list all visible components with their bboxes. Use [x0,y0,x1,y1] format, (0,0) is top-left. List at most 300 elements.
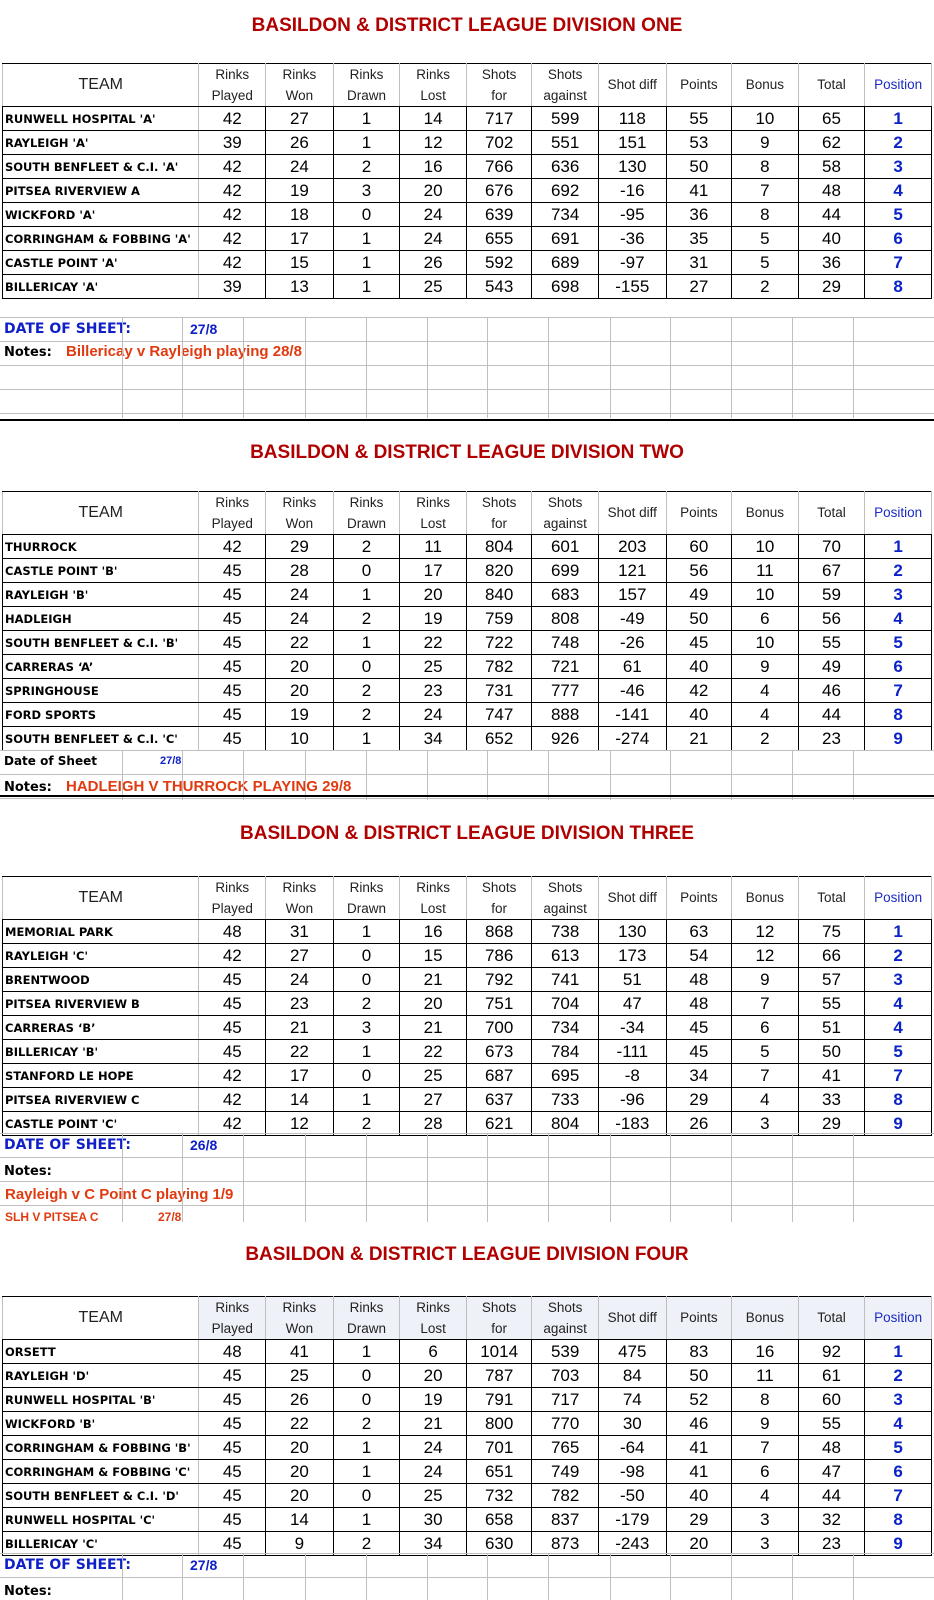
sheet-gridline [122,1133,123,1222]
sheet-gridline [182,750,183,800]
rinks-played-header-top: Rinks [199,1297,266,1319]
rinks-won-cell: 41 [266,1340,334,1364]
rinks-lost-cell: 22 [400,631,467,655]
rinks-drawn-cell: 3 [333,1016,400,1040]
sheet-gridline [792,1133,793,1222]
total-cell: 46 [798,679,865,703]
rinks-lost-header-bottom: Lost [400,513,467,535]
sheet-gridline [487,1133,488,1222]
rinks-won-header-bottom: Won [266,898,334,920]
shots-against-cell: 721 [532,655,599,679]
rinks-lost-cell: 24 [400,203,467,227]
rinks-won-cell: 19 [266,179,334,203]
bonus-cell: 6 [732,1460,799,1484]
table-row [3,203,932,227]
rinks-played-header-top: Rinks [199,492,266,514]
position-header: Position [865,492,932,535]
sheet-gridline [0,1577,934,1578]
shots-against-cell: 770 [532,1412,599,1436]
total-cell: 59 [798,583,865,607]
rinks-lost-cell: 16 [400,155,467,179]
shot-diff-cell: 51 [598,968,666,992]
rinks-played-cell: 45 [199,1412,266,1436]
team-name: RAYLEIGH 'C' [3,944,199,968]
rinks-lost-cell: 19 [400,607,467,631]
shot-diff-cell: 121 [598,559,666,583]
rinks-played-cell: 45 [199,1016,266,1040]
points-cell: 54 [666,944,731,968]
table-row [3,179,932,203]
total-cell: 44 [798,703,865,727]
table-row [3,1364,932,1388]
rinks-won-cell: 12 [266,1112,334,1136]
rinks-played-cell: 42 [199,535,266,559]
total-cell: 65 [798,107,865,131]
shot-diff-cell: -95 [598,203,666,227]
shots-for-cell: 687 [466,1064,531,1088]
position-cell: 2 [865,1364,932,1388]
rinks-won-header-bottom: Won [266,1318,334,1340]
team-name: WICKFORD 'B' [3,1412,199,1436]
points-cell: 41 [666,179,731,203]
table-row [3,1508,932,1532]
rinks-won-cell: 19 [266,703,334,727]
shots-for-cell: 731 [466,679,531,703]
rinks-drawn-cell: 1 [333,631,400,655]
shots-for-cell: 840 [466,583,531,607]
team-name: CORRINGHAM & FOBBING 'B' [3,1436,199,1460]
total-cell: 44 [798,1484,865,1508]
rinks-won-header-bottom: Won [266,513,334,535]
table-row [3,1112,932,1136]
sheet-gridline [853,750,854,800]
bonus-cell: 6 [732,607,799,631]
rinks-played-cell: 45 [199,992,266,1016]
sheet-gridline [427,1553,428,1600]
rinks-drawn-header-bottom: Drawn [333,85,400,107]
rinks-lost-cell: 22 [400,1040,467,1064]
rinks-lost-cell: 24 [400,227,467,251]
points-cell: 45 [666,1040,731,1064]
team-header: TEAM [3,877,199,920]
sheet-gridline [182,1553,183,1600]
shot-diff-cell: -26 [598,631,666,655]
rinks-drawn-cell: 0 [333,1064,400,1088]
team-name: SPRINGHOUSE [3,679,199,703]
rinks-won-cell: 13 [266,275,334,299]
shot-diff-cell: 84 [598,1364,666,1388]
section-divider [0,419,934,421]
rinks-won-cell: 14 [266,1088,334,1112]
sheet-gridline [670,317,671,418]
table-row [3,1484,932,1508]
total-cell: 55 [798,1412,865,1436]
position-cell: 9 [865,1532,932,1556]
date-of-sheet-value: 26/8 [190,1137,218,1153]
sheet-gridline [427,317,428,418]
shots-against-header-top: Shots [532,492,599,514]
shots-against-cell: 703 [532,1364,599,1388]
points-cell: 21 [666,727,731,751]
rinks-played-cell: 42 [199,1064,266,1088]
bonus-cell: 8 [732,203,799,227]
bonus-header: Bonus [732,1297,799,1340]
team-name: WICKFORD 'A' [3,203,199,227]
points-cell: 41 [666,1436,731,1460]
shots-against-header-top: Shots [532,877,599,899]
sheet-gridline [548,1553,549,1600]
shot-diff-cell: 118 [598,107,666,131]
rinks-won-cell: 21 [266,1016,334,1040]
rinks-lost-cell: 25 [400,275,467,299]
position-cell: 2 [865,559,932,583]
team-name: FORD SPORTS [3,703,199,727]
rinks-lost-cell: 23 [400,679,467,703]
team-name: BILLERICAY 'A' [3,275,199,299]
bonus-cell: 9 [732,131,799,155]
team-name: SOUTH BENFLEET & C.I. 'C' [3,727,199,751]
shots-against-cell: 741 [532,968,599,992]
shots-against-cell: 749 [532,1460,599,1484]
shots-for-cell: 782 [466,655,531,679]
position-cell: 7 [865,679,932,703]
shots-against-cell: 599 [532,107,599,131]
rinks-played-cell: 45 [199,583,266,607]
bonus-cell: 4 [732,703,799,727]
table-row [3,1460,932,1484]
points-header: Points [666,877,731,920]
total-cell: 60 [798,1388,865,1412]
table-row [3,679,932,703]
shot-diff-cell: 157 [598,583,666,607]
rinks-drawn-cell: 1 [333,107,400,131]
table-row [3,583,932,607]
rinks-lost-cell: 20 [400,583,467,607]
position-cell: 4 [865,1016,932,1040]
shots-against-cell: 808 [532,607,599,631]
sheet-gridline [731,317,732,418]
table-row [3,655,932,679]
bonus-cell: 10 [732,583,799,607]
team-name: ORSETT [3,1340,199,1364]
team-name: CORRINGHAM & FOBBING 'C' [3,1460,199,1484]
position-cell: 5 [865,1040,932,1064]
table-row [3,944,932,968]
standings-table [2,1296,932,1556]
points-cell: 27 [666,275,731,299]
rinks-played-cell: 45 [199,607,266,631]
shots-for-cell: 747 [466,703,531,727]
rinks-drawn-cell: 2 [333,1412,400,1436]
team-name: CARRERAS ‘B’ [3,1016,199,1040]
table-row [3,727,932,751]
shots-for-cell: 673 [466,1040,531,1064]
points-cell: 29 [666,1088,731,1112]
points-cell: 46 [666,1412,731,1436]
position-cell: 1 [865,535,932,559]
rinks-won-cell: 25 [266,1364,334,1388]
rinks-played-cell: 45 [199,1484,266,1508]
bonus-header: Bonus [732,64,799,107]
sheet-gridline [487,317,488,418]
total-cell: 23 [798,1532,865,1556]
position-cell: 9 [865,727,932,751]
bonus-cell: 16 [732,1340,799,1364]
sheet-gridline [792,317,793,418]
rinks-played-cell: 45 [199,727,266,751]
shots-for-cell: 759 [466,607,531,631]
bonus-cell: 4 [732,679,799,703]
shot-diff-cell: -50 [598,1484,666,1508]
rinks-won-cell: 24 [266,583,334,607]
sheet-gridline [366,1553,367,1600]
shot-diff-cell: -155 [598,275,666,299]
bonus-cell: 10 [732,631,799,655]
shot-diff-cell: 151 [598,131,666,155]
position-header: Position [865,64,932,107]
total-cell: 44 [798,203,865,227]
rinks-drawn-header-top: Rinks [333,1297,400,1319]
bonus-cell: 9 [732,1412,799,1436]
rinks-lost-cell: 21 [400,1016,467,1040]
rinks-lost-cell: 24 [400,1436,467,1460]
rinks-played-cell: 45 [199,679,266,703]
total-cell: 67 [798,559,865,583]
sheet-gridline [610,750,611,800]
total-cell: 47 [798,1460,865,1484]
shots-against-cell: 804 [532,1112,599,1136]
shots-against-cell: 704 [532,992,599,1016]
points-cell: 55 [666,107,731,131]
shot-diff-cell: -36 [598,227,666,251]
sheet-gridline [792,1553,793,1600]
note-text: HADLEIGH V THURROCK PLAYING 29/8 [66,778,352,795]
shots-for-cell: 766 [466,155,531,179]
rinks-lost-cell: 12 [400,131,467,155]
table-row [3,1436,932,1460]
team-name: RUNWELL HOSPITAL 'B' [3,1388,199,1412]
team-name: MEMORIAL PARK [3,920,199,944]
position-cell: 8 [865,1088,932,1112]
shot-diff-cell: -34 [598,1016,666,1040]
division-title: BASILDON & DISTRICT LEAGUE DIVISION ONE [251,15,683,36]
sheet-gridline [305,1133,306,1222]
points-cell: 50 [666,1364,731,1388]
shot-diff-cell: 47 [598,992,666,1016]
shots-for-cell: 804 [466,535,531,559]
position-cell: 4 [865,179,932,203]
shots-against-cell: 692 [532,179,599,203]
rinks-played-cell: 45 [199,1364,266,1388]
rinks-played-cell: 39 [199,275,266,299]
total-cell: 23 [798,727,865,751]
rinks-drawn-cell: 1 [333,1436,400,1460]
position-cell: 5 [865,1436,932,1460]
shots-against-cell: 551 [532,131,599,155]
position-cell: 4 [865,607,932,631]
rinks-won-cell: 22 [266,1412,334,1436]
team-name: CASTLE POINT 'A' [3,251,199,275]
position-cell: 1 [865,1340,932,1364]
rinks-drawn-cell: 0 [333,968,400,992]
rinks-played-cell: 42 [199,155,266,179]
shot-diff-cell: -243 [598,1532,666,1556]
rinks-lost-cell: 21 [400,1412,467,1436]
sheet-gridline [0,1133,934,1134]
rinks-drawn-cell: 1 [333,1340,400,1364]
rinks-drawn-cell: 2 [333,1112,400,1136]
date-of-sheet-label: Date of Sheet [4,754,97,768]
team-name: BRENTWOOD [3,968,199,992]
sheet-gridline [122,1553,123,1600]
points-cell: 63 [666,920,731,944]
sheet-gridline [548,1133,549,1222]
position-cell: 7 [865,1484,932,1508]
rinks-won-cell: 22 [266,1040,334,1064]
rinks-drawn-cell: 0 [333,559,400,583]
table-row [3,607,932,631]
date-of-sheet-label: DATE OF SHEET: [4,321,132,337]
shots-for-cell: 637 [466,1088,531,1112]
date-of-sheet-label: DATE OF SHEET: [4,1137,132,1153]
bonus-header: Bonus [732,492,799,535]
shot-diff-cell: -49 [598,607,666,631]
bonus-cell: 9 [732,968,799,992]
note-date: 27/8 [158,1210,182,1224]
shots-against-header-top: Shots [532,64,599,86]
shots-against-cell: 926 [532,727,599,751]
total-cell: 55 [798,631,865,655]
rinks-lost-cell: 6 [400,1340,467,1364]
team-name: SOUTH BENFLEET & C.I. 'A' [3,155,199,179]
position-cell: 1 [865,107,932,131]
rinks-drawn-cell: 2 [333,679,400,703]
table-row [3,1532,932,1556]
total-cell: 32 [798,1508,865,1532]
total-cell: 61 [798,1364,865,1388]
shot-diff-cell: -98 [598,1460,666,1484]
rinks-played-cell: 42 [199,251,266,275]
rinks-won-header-top: Rinks [266,1297,334,1319]
sheet-gridline [792,750,793,800]
position-cell: 4 [865,992,932,1016]
points-cell: 83 [666,1340,731,1364]
position-cell: 2 [865,944,932,968]
team-name: HADLEIGH [3,607,199,631]
shots-against-header-top: Shots [532,1297,599,1319]
sheet-gridline [0,774,934,775]
rinks-lost-header-bottom: Lost [400,85,467,107]
rinks-lost-header-top: Rinks [400,492,467,514]
table-row [3,559,932,583]
shots-against-cell: 733 [532,1088,599,1112]
total-cell: 50 [798,1040,865,1064]
rinks-drawn-cell: 2 [333,155,400,179]
rinks-played-cell: 42 [199,107,266,131]
rinks-won-cell: 20 [266,679,334,703]
sheet-gridline [366,1133,367,1222]
rinks-won-header-top: Rinks [266,492,334,514]
rinks-played-cell: 42 [199,1112,266,1136]
rinks-lost-cell: 24 [400,703,467,727]
total-cell: 48 [798,1436,865,1460]
rinks-lost-cell: 28 [400,1112,467,1136]
rinks-drawn-cell: 0 [333,655,400,679]
shots-for-header-top: Shots [466,492,531,514]
rinks-played-header-bottom: Played [199,513,266,535]
shots-against-cell: 689 [532,251,599,275]
rinks-lost-cell: 17 [400,559,467,583]
position-cell: 5 [865,631,932,655]
shots-for-cell: 1014 [466,1340,531,1364]
bonus-cell: 11 [732,559,799,583]
shots-for-cell: 701 [466,1436,531,1460]
rinks-won-cell: 20 [266,1460,334,1484]
rinks-drawn-header-top: Rinks [333,492,400,514]
total-cell: 55 [798,992,865,1016]
team-name: PITSEA RIVERVIEW B [3,992,199,1016]
position-header: Position [865,877,932,920]
rinks-drawn-cell: 3 [333,179,400,203]
notes-label: Notes: [4,1584,52,1599]
shot-diff-cell: -96 [598,1088,666,1112]
table-row [3,1340,932,1364]
total-cell: 70 [798,535,865,559]
table-row [3,1016,932,1040]
team-name: STANFORD LE HOPE [3,1064,199,1088]
bonus-cell: 3 [732,1532,799,1556]
position-cell: 3 [865,583,932,607]
team-name: CASTLE POINT 'C' [3,1112,199,1136]
rinks-played-cell: 45 [199,559,266,583]
shots-for-cell: 658 [466,1508,531,1532]
sheet-gridline [305,317,306,418]
rinks-lost-cell: 30 [400,1508,467,1532]
rinks-drawn-cell: 1 [333,1460,400,1484]
total-cell: 48 [798,179,865,203]
shots-against-cell: 734 [532,1016,599,1040]
bonus-cell: 7 [732,1436,799,1460]
rinks-lost-cell: 16 [400,920,467,944]
total-cell: 29 [798,275,865,299]
shots-for-cell: 787 [466,1364,531,1388]
sheet-gridline [853,317,854,418]
bonus-cell: 7 [732,1064,799,1088]
rinks-drawn-cell: 1 [333,227,400,251]
points-cell: 40 [666,1484,731,1508]
rinks-drawn-cell: 0 [333,203,400,227]
sheet-gridline [0,1553,934,1554]
points-cell: 36 [666,203,731,227]
rinks-played-cell: 45 [199,1040,266,1064]
bonus-cell: 7 [732,179,799,203]
team-name: CARRERAS ‘A’ [3,655,199,679]
shot-diff-cell: -183 [598,1112,666,1136]
rinks-played-header-top: Rinks [199,64,266,86]
standings-table [2,491,932,751]
date-of-sheet-value: 27/8 [160,755,182,767]
rinks-lost-header-bottom: Lost [400,898,467,920]
sheet-gridline [0,413,934,414]
team-name: THURROCK [3,535,199,559]
total-cell: 40 [798,227,865,251]
shot-diff-cell: 30 [598,1412,666,1436]
standings-table [2,63,932,299]
rinks-lost-cell: 19 [400,1388,467,1412]
shot-diff-header: Shot diff [598,877,666,920]
rinks-lost-cell: 20 [400,992,467,1016]
sheet-gridline [243,317,244,418]
